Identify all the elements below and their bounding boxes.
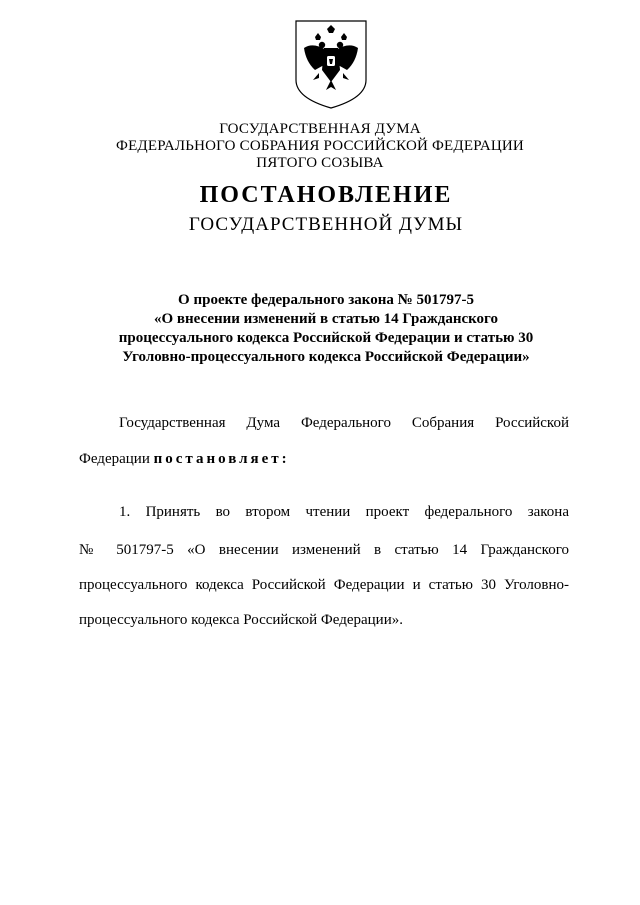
item-line: процессуального кодекса Российской Федерации».: [79, 612, 403, 628]
resolution-title-line: процессуального кодекса Российской Федерации и статью 30: [118, 330, 534, 346]
convocation-label: ПЯТОГО СОЗЫВА: [256, 155, 384, 171]
item-line: № 501797-5 «О внесении изменений в статью 14 Гражданского: [79, 542, 569, 558]
org-name-line2: ФЕДЕРАЛЬНОГО СОБРАНИЯ РОССИЙСКОЙ ФЕДЕРАЦИИ: [116, 138, 524, 154]
item-line: 1. Принять во втором чтении проект федерального закона: [119, 504, 569, 520]
resolution-title-line: «О внесении изменений в статью 14 Гражданского: [153, 311, 498, 327]
resolves-emphasis: постановляет:: [153, 451, 290, 467]
org-name-line1: ГОСУДАРСТВЕННАЯ ДУМА: [219, 121, 421, 137]
resolution-title-line: Уголовно-процессуального кодекса Российской Федерации»: [122, 349, 530, 365]
preamble-line: Государственная Дума Федерального Собрания Российской: [119, 415, 569, 431]
document-type-heading: ПОСТАНОВЛЕНИЕ: [199, 182, 453, 208]
document-subtitle: ГОСУДАРСТВЕННОЙ ДУМЫ: [188, 214, 464, 235]
resolution-title-line: О проекте федерального закона № 501797-5: [178, 292, 474, 308]
coat-of-arms-emblem: [293, 18, 369, 110]
preamble-line: [79, 450, 569, 468]
item-line: процессуального кодекса Российской Федерации и статью 30 Уголовно-: [79, 577, 569, 593]
preamble-text: Федерации: [79, 451, 150, 467]
